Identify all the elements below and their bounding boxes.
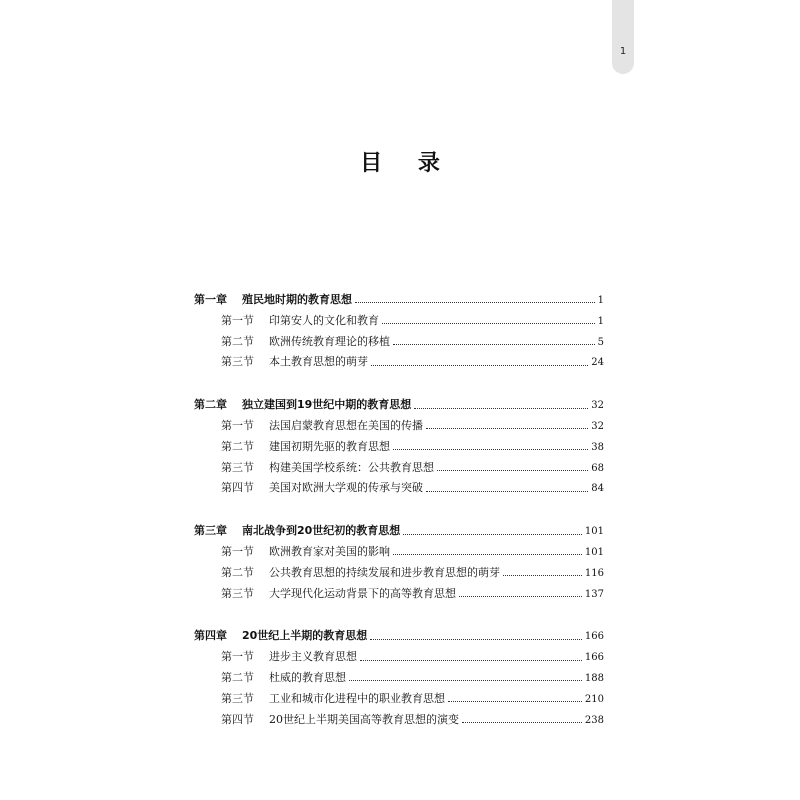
dot-leader <box>382 322 595 324</box>
page-number: 1 <box>619 46 627 57</box>
toc-section-entry-number: 第三节 <box>221 460 254 474</box>
dot-leader <box>403 533 582 535</box>
toc-chapter-entry[interactable] <box>194 290 604 311</box>
toc-section-entry-number: 第二节 <box>221 565 254 579</box>
toc-section-entry-page: 166 <box>584 652 604 664</box>
toc-section-entry-page: 84 <box>591 483 604 495</box>
toc-section-entry[interactable] <box>194 542 604 563</box>
toc-section-entry-page: 101 <box>584 546 604 558</box>
dot-leader <box>371 364 588 366</box>
toc-section-entry[interactable] <box>194 668 604 689</box>
toc-section-entry[interactable] <box>194 437 604 458</box>
toc-section-entry-number: 第四节 <box>221 481 254 495</box>
toc-chapter <box>194 395 604 499</box>
toc-section-entry[interactable] <box>194 710 604 731</box>
toc-section-entry-page: 1 <box>597 315 604 327</box>
toc-section-entry-number: 第二节 <box>221 439 254 453</box>
toc-section-entry-page: 238 <box>584 714 604 726</box>
toc-chapter-entry-number: 第二章 <box>194 398 227 412</box>
toc-section-entry-title: 大学现代化运动背景下的高等教育思想 <box>269 586 456 600</box>
toc-section-entry-page: 116 <box>584 567 604 579</box>
dot-leader <box>393 343 595 345</box>
dot-leader <box>426 427 588 429</box>
dot-leader <box>360 659 582 661</box>
dot-leader <box>503 574 582 576</box>
toc-section-entry-number: 第一节 <box>221 650 254 664</box>
toc-section-entry-number: 第三节 <box>221 586 254 600</box>
toc-chapter-entry-number: 第一章 <box>194 293 227 306</box>
toc-section-entry-number: 第三节 <box>221 355 254 369</box>
toc-chapter-entry[interactable] <box>194 626 604 647</box>
toc-chapter-entry-number: 第四章 <box>194 629 227 643</box>
table-of-contents <box>194 290 604 752</box>
dot-leader <box>393 553 582 555</box>
toc-section-entry[interactable] <box>194 311 604 332</box>
toc-section-entry-page: 210 <box>584 693 604 705</box>
toc-section-entry-number: 第二节 <box>221 334 254 348</box>
toc-section-entry[interactable] <box>194 416 604 437</box>
toc-chapter-entry-title: 20世纪上半期的教育思想 <box>242 629 368 643</box>
dot-leader <box>355 301 595 303</box>
toc-chapter <box>194 626 604 730</box>
page-number-tab <box>612 0 634 74</box>
toc-section-entry[interactable] <box>194 458 604 479</box>
dot-leader <box>462 721 582 723</box>
toc-section-entry-title: 法国启蒙教育思想在美国的传播 <box>269 418 423 432</box>
toc-section-entry-title: 印第安人的文化和教育 <box>269 313 379 327</box>
toc-section-entry-title: 建国初期先驱的教育思想 <box>269 439 390 453</box>
toc-section-entry-page: 32 <box>591 420 604 432</box>
toc-section-entry-page: 137 <box>584 588 604 600</box>
toc-section-entry-number: 第一节 <box>221 544 254 558</box>
toc-section-entry[interactable] <box>194 689 604 710</box>
page-title: 目 录 <box>360 151 454 176</box>
toc-section-entry-page: 24 <box>591 357 604 369</box>
toc-section-entry-title: 公共教育思想的持续发展和进步教育思想的萌芽 <box>269 565 500 579</box>
toc-section-entry-title: 杜威的教育思想 <box>269 670 346 684</box>
toc-section-entry-title: 构建美国学校系统：公共教育思想 <box>269 460 434 474</box>
toc-section-entry-page: 68 <box>591 462 604 474</box>
toc-section-entry[interactable] <box>194 478 604 499</box>
dot-leader <box>414 407 588 409</box>
toc-chapter-entry-page: 101 <box>584 526 604 538</box>
toc-section-entry[interactable] <box>194 563 604 584</box>
toc-chapter-entry-title: 殖民地时期的教育思想 <box>242 293 352 306</box>
toc-chapter-entry-title: 南北战争到20世纪初的教育思想 <box>242 524 401 538</box>
toc-section-entry-number: 第一节 <box>221 418 254 432</box>
toc-section-entry-title: 欧洲传统教育理论的移植 <box>269 334 390 348</box>
toc-section-entry[interactable] <box>194 332 604 353</box>
toc-section-entry-number: 第三节 <box>221 691 254 705</box>
toc-chapter <box>194 290 604 373</box>
toc-section-entry-page: 38 <box>591 441 604 453</box>
toc-section-entry[interactable] <box>194 352 604 373</box>
toc-chapter-entry-page: 166 <box>584 631 604 643</box>
toc-chapter-entry-number: 第三章 <box>194 524 227 538</box>
toc-chapter <box>194 521 604 604</box>
toc-section-entry-number: 第二节 <box>221 670 254 684</box>
dot-leader <box>370 638 582 640</box>
toc-section-entry-page: 5 <box>597 336 604 348</box>
toc-chapter-entry-page: 32 <box>591 400 604 412</box>
toc-chapter-entry[interactable] <box>194 521 604 542</box>
toc-section-entry-title: 进步主义教育思想 <box>269 650 357 664</box>
toc-section-entry-number: 第一节 <box>221 313 254 327</box>
toc-chapter-entry[interactable] <box>194 395 604 416</box>
dot-leader <box>426 490 588 492</box>
dot-leader <box>349 679 582 681</box>
toc-section-entry-title: 工业和城市化进程中的职业教育思想 <box>269 691 445 705</box>
toc-section-entry-title: 美国对欧洲大学观的传承与突破 <box>269 481 423 495</box>
dot-leader <box>437 469 588 471</box>
toc-section-entry-title: 本土教育思想的萌芽 <box>269 355 368 369</box>
toc-section-entry-number: 第四节 <box>221 712 254 726</box>
toc-section-entry-title: 欧洲教育家对美国的影响 <box>269 544 390 558</box>
toc-section-entry-title: 20世纪上半期美国高等教育思想的演变 <box>269 712 459 726</box>
toc-section-entry-page: 188 <box>584 672 604 684</box>
toc-chapter-entry-title: 独立建国到19世纪中期的教育思想 <box>242 398 412 412</box>
toc-section-entry[interactable] <box>194 647 604 668</box>
dot-leader <box>459 595 582 597</box>
dot-leader <box>393 448 588 450</box>
toc-section-entry[interactable] <box>194 584 604 605</box>
dot-leader <box>448 700 582 702</box>
toc-chapter-entry-page: 1 <box>597 295 604 306</box>
